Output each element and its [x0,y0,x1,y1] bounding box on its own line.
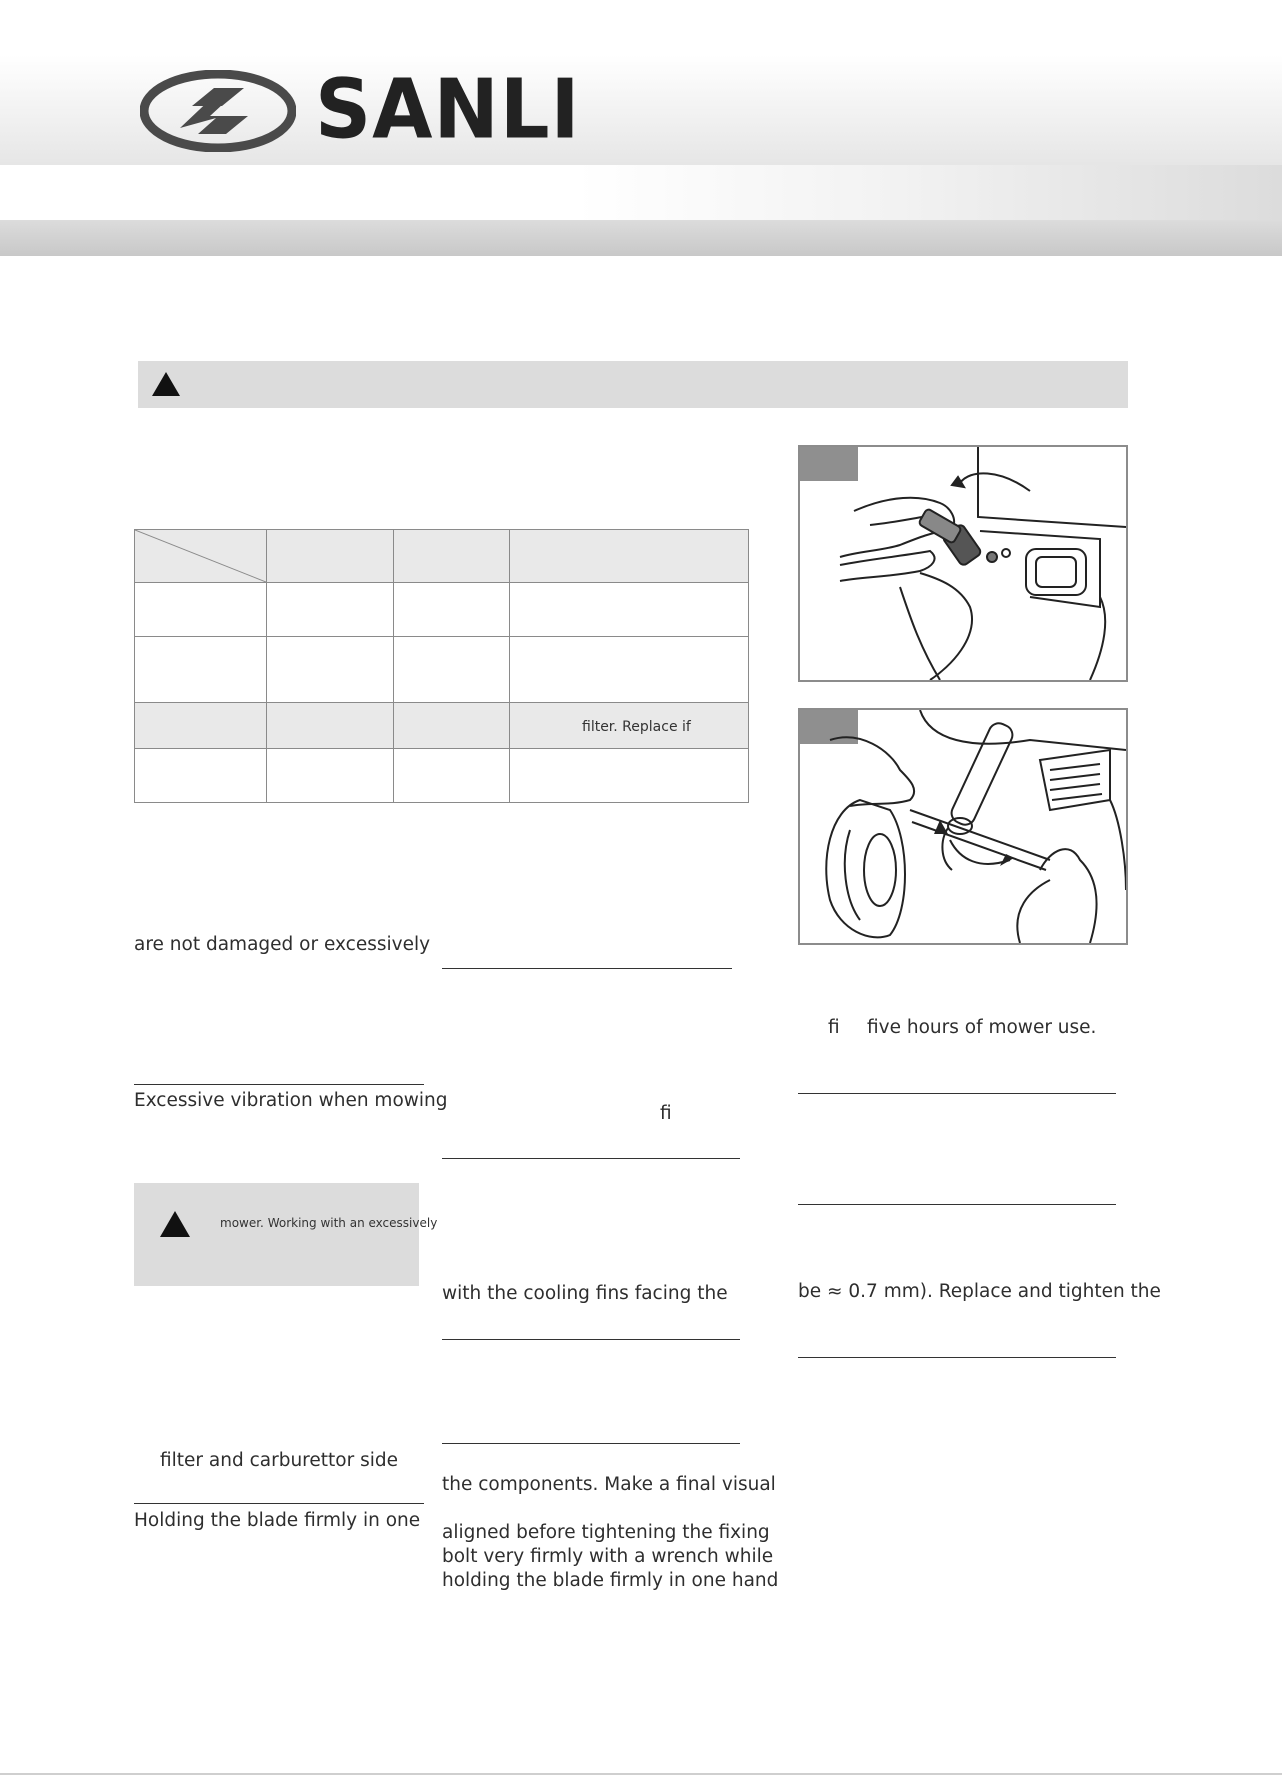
left-text-line: filter and carburettor side [160,1450,398,1471]
maintenance-table [134,529,749,803]
divider [798,1093,1116,1094]
table-header-cell [510,530,749,583]
divider [134,1084,424,1085]
spark-plug-wrench-illustration [800,447,1126,680]
table-cell [135,703,267,749]
brand-wordmark: SANLI [315,62,581,158]
divider [442,1339,740,1340]
table-cell [394,583,510,637]
table-cell [267,637,394,703]
table-cell [510,583,749,637]
divider [442,1158,740,1159]
table-cell [267,703,394,749]
table-corner-cell [135,530,267,583]
middle-text-line: with the cooling fins facing the [442,1283,728,1304]
table-row [135,703,749,749]
warning-triangle-icon [152,372,180,396]
divider [134,1503,424,1504]
ligature-fragment: fi [828,1017,840,1038]
figure-blade-bolt [798,708,1128,945]
warning-bar [138,361,1128,408]
table-row [135,583,749,637]
divider [442,968,732,969]
table-cell [510,703,749,749]
divider [798,1204,1116,1205]
warning-triangle-icon [160,1211,190,1237]
table-cell [267,583,394,637]
table-cell [394,637,510,703]
ligature-fragment: fi [660,1103,672,1124]
right-text-line: be ≈ 0.7 mm). Replace and tighten the [798,1281,1161,1302]
table-cell [510,637,749,703]
middle-text-line: the components. Make a final visual [442,1474,776,1495]
table-cell [394,703,510,749]
right-text-line: five hours of mower use. [867,1017,1097,1038]
table-cell [135,583,267,637]
table-cell [135,637,267,703]
divider [442,1443,740,1444]
table-cell [394,749,510,803]
table-header-cell [394,530,510,583]
middle-text-line: bolt very firmly with a wrench while [442,1546,774,1567]
table-cell [267,749,394,803]
header-bottom-band [0,220,1282,256]
left-text-line: are not damaged or excessively [134,934,431,955]
table-row [135,637,749,703]
table-header-cell [267,530,394,583]
table-header-row [135,530,749,583]
table-cell [510,749,749,803]
table-row [135,749,749,803]
left-text-line: Excessive vibration when mowing [134,1090,448,1111]
middle-text-line: aligned before tightening the fixing [442,1522,770,1543]
warning-note-box [134,1183,438,1286]
left-text-line: Holding the blade firmly in one [134,1510,421,1531]
warning-note-text: mower. Working with an excessively [220,1216,438,1230]
figure-spark-plug [798,445,1128,682]
header-stripe [0,165,1282,220]
sanli-logo-icon [140,70,296,156]
table-cell-text: filter. Replace if [582,718,691,735]
table-cell [135,749,267,803]
blade-wrench-illustration [800,710,1126,943]
divider [798,1357,1116,1358]
middle-text-line: holding the blade firmly in one hand [442,1570,779,1591]
